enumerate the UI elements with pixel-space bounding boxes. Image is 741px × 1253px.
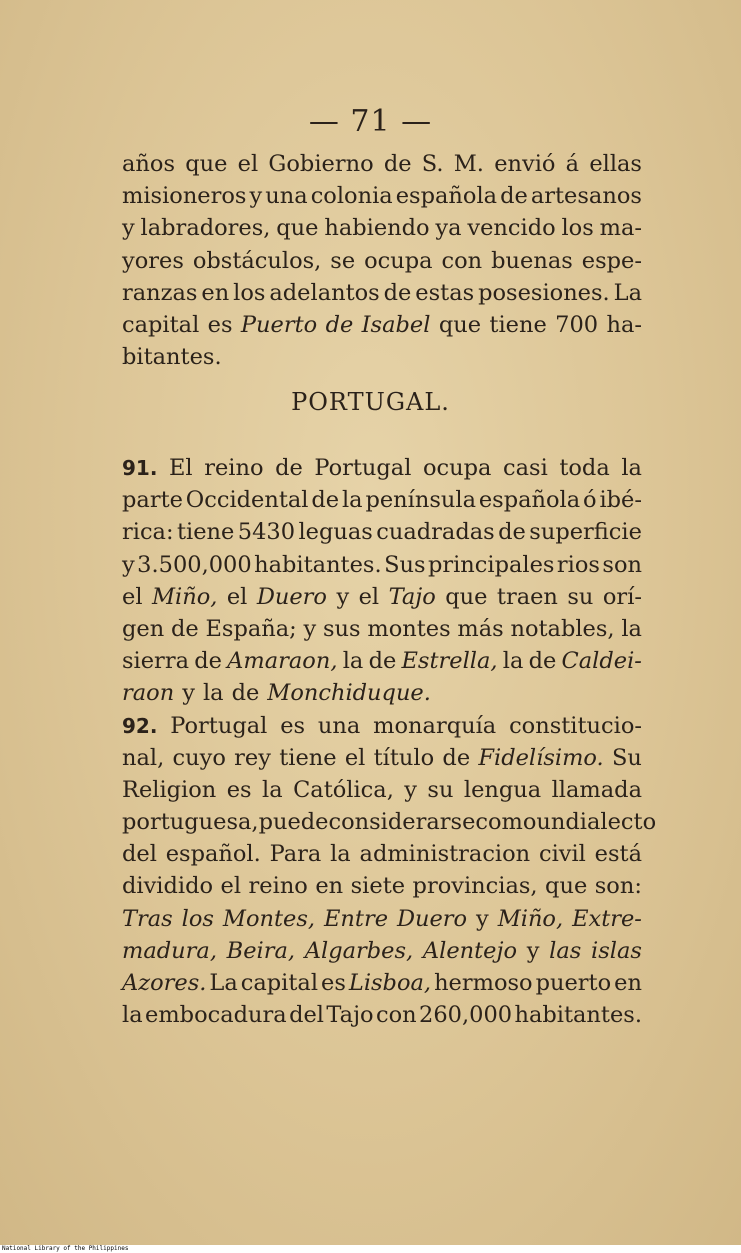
word: envió [494, 151, 556, 177]
word: las [549, 937, 582, 964]
word: toda [559, 455, 610, 481]
word: Católica, [293, 776, 394, 803]
word: Fidelísimo. [478, 744, 604, 771]
word: raon [122, 680, 175, 707]
paragraph-number: 92. [122, 713, 158, 738]
word: ya [435, 215, 462, 242]
word: notables, [510, 615, 615, 642]
word: Gobierno [268, 151, 374, 177]
word: puede [258, 809, 329, 836]
word: más [457, 615, 504, 642]
word: y [404, 776, 417, 803]
word: Amaraon, [227, 648, 338, 675]
word: 700 [555, 311, 599, 338]
word: es [226, 776, 252, 803]
word: es [207, 311, 233, 338]
word: vencido [467, 215, 556, 242]
word: de [368, 648, 397, 675]
word: habitantes. [514, 1002, 642, 1029]
word: á [565, 151, 580, 177]
word: cuyo [172, 744, 226, 771]
text-line [122, 710, 642, 742]
word: La [613, 279, 642, 306]
word: capital [240, 970, 319, 996]
word: y [182, 680, 195, 707]
word: los [233, 279, 266, 306]
word: Duero [256, 583, 327, 610]
word: son: [594, 873, 642, 900]
word: es [321, 970, 346, 996]
word: una [317, 712, 361, 739]
word: y [336, 583, 350, 610]
text-line [122, 452, 642, 484]
text-line [122, 613, 642, 645]
word: M. [453, 151, 484, 177]
word: que [545, 873, 588, 900]
word: del [122, 841, 157, 868]
word: un [536, 809, 566, 836]
word: en [201, 279, 230, 306]
word: Occidental [185, 487, 309, 514]
word: título [373, 744, 435, 771]
word: Estrella, [401, 648, 498, 675]
word: obstáculos, [192, 247, 322, 274]
word: misioneros [122, 183, 247, 210]
word: Tajo [388, 583, 436, 610]
text-line [122, 999, 642, 1031]
word: provincias, [412, 873, 538, 900]
word: parte [122, 487, 183, 514]
word: estas [415, 279, 475, 306]
word: Duero [396, 905, 468, 932]
word: de [383, 279, 412, 306]
word: Extre- [572, 905, 642, 932]
word: Algarbes, [304, 937, 414, 964]
text-line [122, 277, 642, 309]
text-line [122, 309, 642, 341]
word: años [122, 151, 175, 177]
word: principales [427, 551, 555, 578]
text-line [122, 581, 642, 613]
word: es [280, 712, 306, 739]
word: 5430 [237, 519, 296, 546]
word: y [476, 905, 489, 932]
word: rica: [122, 519, 174, 546]
word: considerarse [328, 809, 476, 836]
text-line [122, 549, 642, 581]
word: de [500, 183, 528, 210]
word: que [445, 583, 488, 610]
text-line [122, 935, 642, 967]
word: Caldei- [561, 648, 642, 675]
word: la [341, 487, 363, 514]
text-line [122, 742, 642, 774]
word: y [249, 183, 263, 210]
page-number: — 71 — [308, 104, 433, 139]
word: su [567, 583, 594, 610]
word: la [502, 648, 524, 675]
word: Tras [122, 905, 173, 932]
word: dialecto [565, 809, 657, 836]
word: Sus [384, 551, 426, 578]
word: en [315, 873, 344, 900]
word: la [122, 1002, 143, 1029]
word: del [289, 1002, 325, 1029]
word: gen [122, 615, 165, 642]
word: labradores, [140, 215, 271, 242]
word: S. [421, 151, 444, 177]
word: montes [367, 615, 451, 642]
paragraph-number: 91. [122, 456, 158, 480]
word: orí- [602, 583, 642, 610]
word: superficie [529, 519, 642, 546]
word: Alentejo [422, 937, 518, 964]
section-heading: PORTUGAL. [291, 388, 450, 416]
word: el [237, 151, 259, 177]
word: sus [323, 615, 361, 642]
word: colonia [310, 183, 393, 210]
word: tiene [279, 744, 337, 771]
word: ellas [589, 151, 642, 177]
word: y [303, 615, 317, 642]
word: como [475, 809, 537, 836]
word: Beira, [226, 937, 296, 964]
word: civil [538, 841, 586, 868]
word: habiendo [324, 215, 430, 242]
word: Monchiduque. [267, 680, 431, 707]
word: ó [583, 487, 597, 514]
word: yores [122, 247, 184, 274]
text-line [122, 677, 642, 709]
word: lengua [463, 776, 542, 803]
word: su [427, 776, 454, 803]
word: tiene [489, 311, 547, 338]
text-line [122, 903, 642, 935]
word: constitucio- [509, 712, 642, 739]
text-line [122, 212, 642, 244]
word: en [614, 970, 642, 996]
word: ranzas [122, 279, 198, 306]
word: una [265, 183, 308, 210]
word: de [442, 744, 471, 771]
word: Lisboa, [348, 970, 432, 996]
word: reino [204, 455, 264, 481]
text-line [122, 148, 642, 180]
word: los [181, 905, 214, 932]
text-line [122, 645, 642, 677]
word: de [498, 519, 526, 546]
word: artesanos [530, 183, 642, 210]
word: Azores. [122, 970, 207, 996]
word: Su [611, 744, 642, 771]
word: ocupa [364, 247, 433, 274]
text-line [122, 341, 642, 373]
word: y [526, 937, 540, 964]
word: nal, [122, 744, 165, 771]
word: española [395, 183, 498, 210]
word: 260,000 [419, 1002, 513, 1029]
word: monarquía [373, 712, 497, 739]
word: casi [503, 455, 548, 481]
word: Entre [323, 905, 389, 932]
word: la [262, 776, 283, 803]
word: traen [496, 583, 558, 610]
word: La [209, 970, 238, 996]
word: bitantes. [122, 344, 222, 371]
word: cuadradas [376, 519, 495, 546]
word: que [185, 151, 228, 177]
word: de [194, 648, 222, 675]
word: dividido [122, 873, 214, 900]
word: de [275, 455, 303, 481]
word: de [311, 487, 340, 514]
word: islas [591, 937, 642, 964]
section-paragraphs [122, 452, 657, 1031]
word: de [231, 680, 260, 707]
word: ma- [599, 215, 642, 242]
word: embocadura [145, 1002, 287, 1029]
word: el [358, 583, 380, 610]
word: puerto [535, 970, 612, 996]
word: llamada [551, 776, 642, 803]
word: 3.500,000 [137, 551, 252, 578]
word: tiene [176, 519, 235, 546]
text-line [122, 967, 642, 999]
word: Isabel [361, 311, 431, 338]
word: el [122, 583, 143, 610]
word: la [621, 615, 642, 642]
word: madura, [122, 937, 217, 964]
word: rios [556, 551, 600, 578]
word: buenas [491, 247, 573, 274]
word: el [226, 583, 248, 610]
word: ibé- [599, 487, 642, 514]
word: Tajo [326, 1002, 374, 1029]
word: leguas [298, 519, 373, 546]
word: Para [269, 841, 322, 868]
word: que [276, 215, 319, 242]
word: adelantos [269, 279, 380, 306]
text-line [122, 245, 642, 277]
word: Portugal [314, 455, 412, 481]
word: española [478, 487, 581, 514]
word: hermoso [434, 970, 533, 996]
word: Miño, [151, 583, 218, 610]
word: el [220, 873, 242, 900]
word: de [528, 648, 557, 675]
word: habitantes. [254, 551, 382, 578]
text-line [122, 516, 642, 548]
word: y [122, 551, 135, 578]
word: y [122, 215, 135, 242]
word: está [594, 841, 642, 868]
word: de [325, 311, 354, 338]
word: rey [234, 744, 271, 771]
word: el [344, 744, 366, 771]
word: sierra [122, 648, 189, 675]
word: se [330, 247, 356, 274]
word: son [602, 551, 642, 578]
library-footer: National Library of the Philippines [0, 1245, 741, 1253]
word: ocupa [422, 455, 492, 481]
word: portuguesa, [122, 809, 259, 836]
word: con [441, 247, 483, 274]
text-line [122, 774, 642, 806]
word: Puerto [240, 311, 318, 338]
word: Montes, [222, 905, 316, 932]
paragraph-continuation [122, 148, 642, 373]
word: administracion [359, 841, 531, 868]
text-line [122, 806, 657, 838]
word: la [202, 680, 224, 707]
word: la [330, 841, 351, 868]
word: de [170, 615, 199, 642]
word: ha- [606, 311, 642, 338]
word: de [383, 151, 412, 177]
word: posesiones. [478, 279, 610, 306]
word: El [169, 455, 193, 481]
word: siete [350, 873, 406, 900]
word: Portugal [170, 712, 268, 739]
word: la [342, 648, 364, 675]
word: la [621, 455, 642, 481]
word: Religion [122, 776, 217, 803]
word: península [365, 487, 476, 514]
text-line [122, 180, 642, 212]
text-line [122, 870, 642, 902]
word: capital [122, 311, 200, 338]
word: Miño, [497, 905, 564, 932]
text-line [122, 484, 642, 516]
word: espe- [581, 247, 642, 274]
text-line [122, 838, 642, 870]
word: con [376, 1002, 417, 1029]
word: español. [165, 841, 261, 868]
word: reino [248, 873, 308, 900]
word: que [438, 311, 482, 338]
word: España; [205, 615, 297, 642]
word: los [561, 215, 594, 242]
